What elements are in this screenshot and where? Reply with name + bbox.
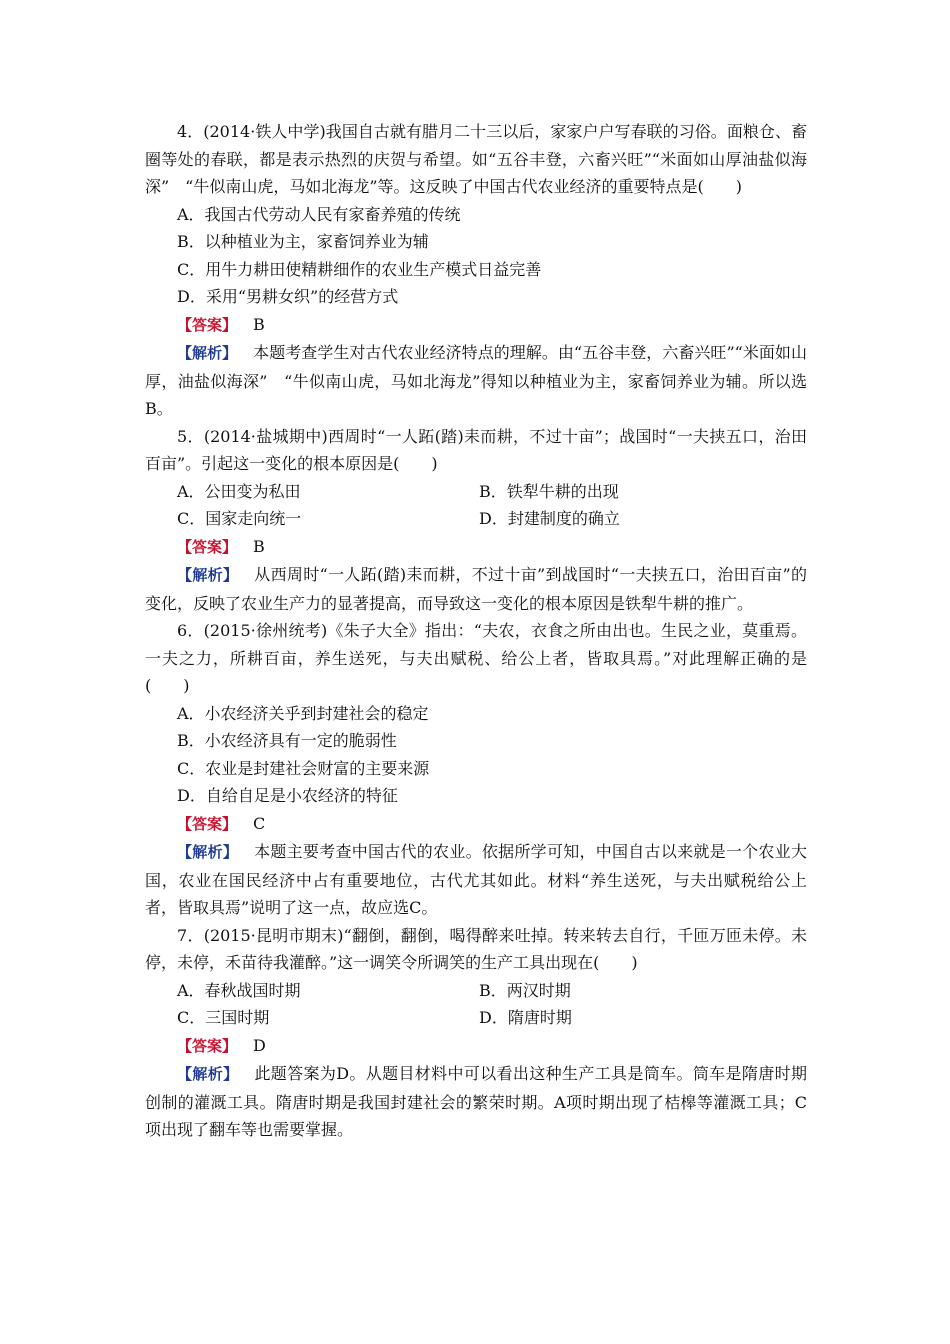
answer-tag: 【答案】 bbox=[177, 814, 238, 833]
option-b: B．小农经济具有一定的脆弱性 bbox=[177, 731, 397, 750]
analysis-tag: 【解析】 bbox=[177, 344, 238, 362]
option-a: A．小农经济关乎到封建社会的稳定 bbox=[177, 703, 429, 723]
analysis-text: 本题考查学生对古代农业经济特点的理解。由“五谷丰登，六畜兴旺”“米面如山厚，油盐似海深” “牛似南山虎，马如北海龙”得知以种植业为主，家畜饲养业为辅。所以选B。 bbox=[145, 343, 807, 418]
option-d: D．自给自足是小农经济的特征 bbox=[177, 786, 398, 805]
answer-value: D bbox=[253, 1035, 266, 1055]
question-5 bbox=[145, 423, 807, 618]
option-d: D．采用“男耕女织”的经营方式 bbox=[177, 287, 399, 306]
option-c: C．国家走向统一 bbox=[177, 509, 302, 528]
answer-line bbox=[145, 810, 807, 839]
option-d: D．隋唐时期 bbox=[479, 1008, 572, 1027]
answer-line bbox=[145, 533, 807, 562]
option-row bbox=[145, 977, 807, 1005]
answer-value: B bbox=[253, 536, 265, 556]
option-a: A．春秋战国时期 bbox=[177, 980, 301, 1000]
answer-tag: 【答案】 bbox=[177, 537, 238, 556]
analysis-line bbox=[145, 838, 807, 922]
question-7 bbox=[145, 922, 807, 1144]
option-c: C．三国时期 bbox=[177, 1008, 270, 1027]
question-6 bbox=[145, 617, 807, 922]
option-row bbox=[145, 1004, 807, 1032]
option-c: C．农业是封建社会财富的主要来源 bbox=[177, 758, 430, 778]
question-stem: 4．(2014·铁人中学)我国自古就有腊月二十三以后，家家户户写春联的习俗。面粮仓、畜圈等处的春联，都是表示热烈的庆贺与希望。如“五谷丰登，六畜兴旺”“米面如山厚油盐似海深” “牛似南山虎，马如北海龙”等。这反映了中国古代农业经济的重要特点是( ) bbox=[145, 122, 807, 196]
answer-value: B bbox=[253, 314, 265, 334]
answer-tag: 【答案】 bbox=[177, 315, 238, 334]
question-stem: 6．(2015·徐州统考)《朱子大全》指出：“夫农，衣食之所由出也。生民之业，莫重焉。一夫之力，所耕百亩，养生送死，与夫出赋税、给公上者，皆取具焉。”对此理解正确的是( ) bbox=[145, 621, 807, 695]
option-a: A．我国古代劳动人民有家畜养殖的传统 bbox=[177, 204, 461, 224]
answer-value: C bbox=[253, 813, 266, 833]
option-row bbox=[145, 478, 807, 506]
question-4 bbox=[145, 118, 807, 423]
analysis-line bbox=[145, 1060, 807, 1144]
question-stem: 5．(2014·盐城期中)西周时“一人跖(踏)耒而耕，不过十亩”；战国时“一夫挟五口，治田百亩”。引起这一变化的根本原因是( ) bbox=[145, 426, 807, 473]
option-b: B．以种植业为主，家畜饲养业为辅 bbox=[177, 232, 429, 251]
answer-tag: 【答案】 bbox=[177, 1036, 238, 1055]
option-row bbox=[145, 505, 807, 533]
question-list bbox=[145, 118, 807, 1144]
analysis-text: 此题答案为D。从题目材料中可以看出这种生产工具是筒车。筒车是隋唐时期创制的灌溉工具。隋唐时期是我国封建社会的繁荣时期。A项时期出现了桔槔等灌溉工具；C项出现了翻车等也需要掌握。 bbox=[145, 1064, 807, 1139]
option-c: C．用牛力耕田使精耕细作的农业生产模式日益完善 bbox=[177, 259, 542, 279]
answer-line bbox=[145, 1032, 807, 1061]
option-d: D．封建制度的确立 bbox=[479, 509, 620, 528]
option-b: B．两汉时期 bbox=[479, 980, 571, 1000]
analysis-line bbox=[145, 339, 807, 423]
analysis-tag: 【解析】 bbox=[177, 566, 239, 584]
answer-line bbox=[145, 311, 807, 340]
analysis-text: 从西周时“一人跖(踏)耒而耕，不过十亩”到战国时“一夫挟五口，治田百亩”的变化，反映了农业生产力的显著提高，而导致这一变化的根本原因是铁犁牛耕的推广。 bbox=[145, 565, 807, 613]
option-b: B．铁犁牛耕的出现 bbox=[479, 481, 619, 501]
analysis-text: 本题主要考查中国古代的农业。依据所学可知，中国自古以来就是一个农业大国，农业在国民经济中占有重要地位，古代尤其如此。材料“养生送死，与夫出赋税给公上者，皆取具焉”说明了这一点，故应选C。 bbox=[145, 842, 807, 917]
analysis-line bbox=[145, 561, 807, 617]
analysis-tag: 【解析】 bbox=[177, 843, 239, 861]
option-a: A．公田变为私田 bbox=[177, 481, 301, 501]
question-stem: 7．(2015·昆明市期末)“翻倒，翻倒，喝得醉来吐掉。转来转去自行，千匝万匝未停。未停，未停，禾苗待我灌醉。”这一调笑令所调笑的生产工具出现在( ) bbox=[145, 925, 807, 972]
analysis-tag: 【解析】 bbox=[177, 1065, 239, 1083]
